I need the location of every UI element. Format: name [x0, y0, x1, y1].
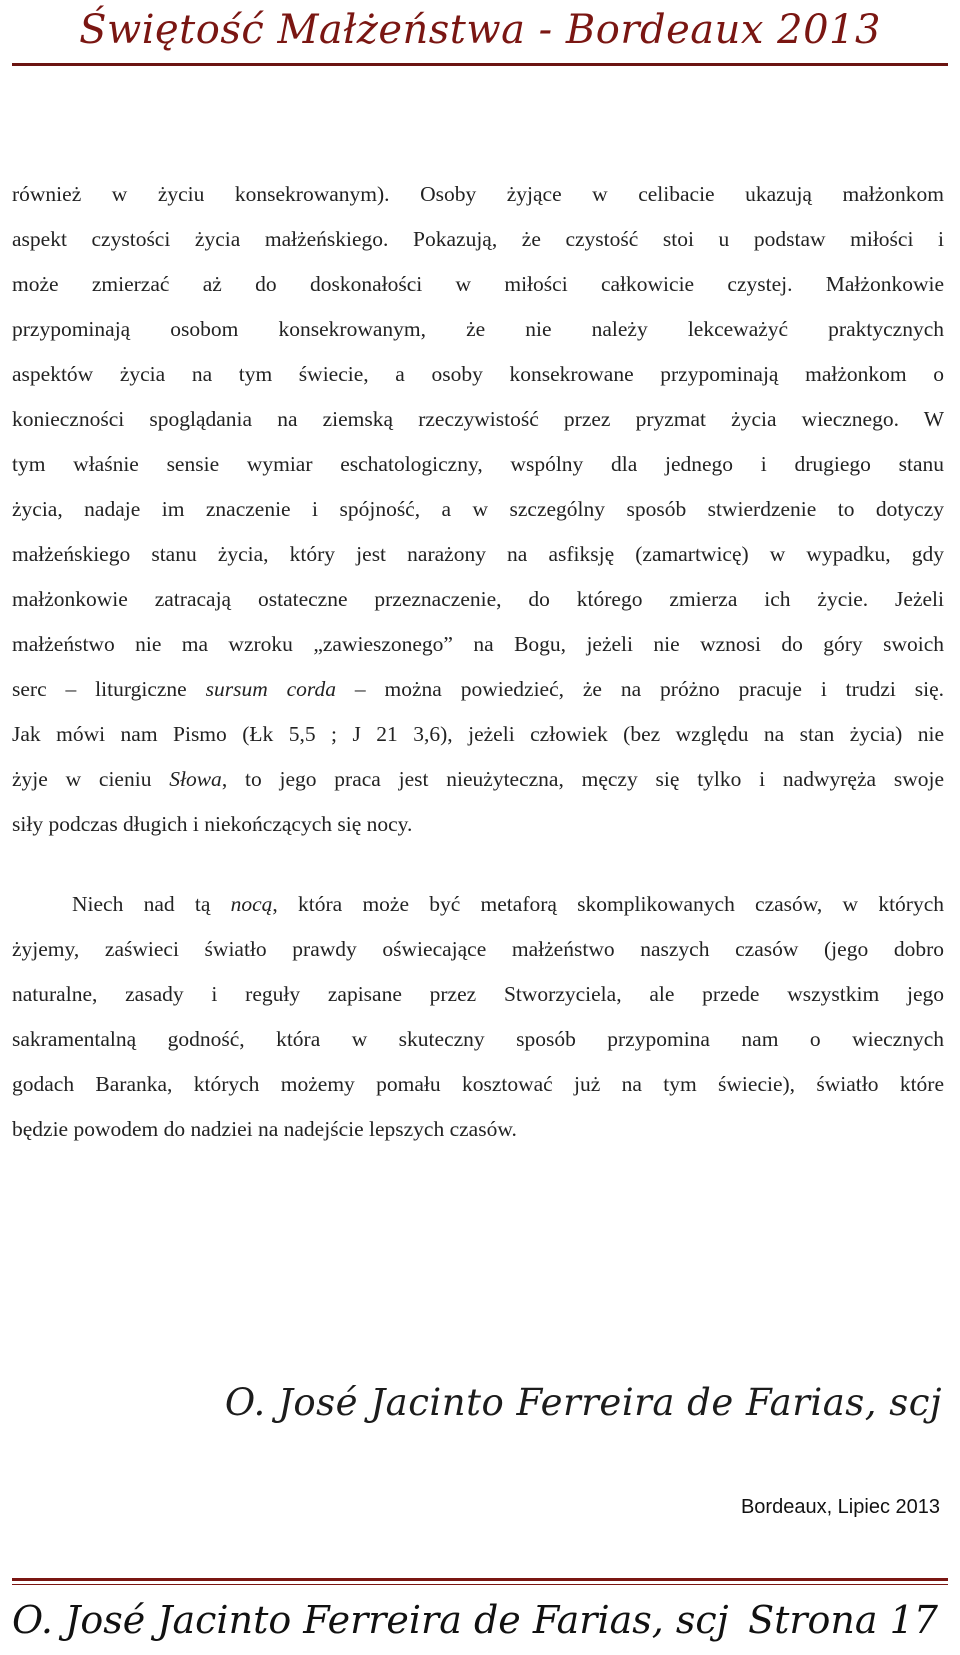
- text-line: naturalne, zasady i reguły zapisane przez Stworzyciela, ale przede wszystkim jego: [12, 982, 944, 1006]
- page-number: Strona 17: [748, 1598, 938, 1642]
- italic-word-slowa: Słowa: [169, 767, 222, 791]
- paragraph-1: [12, 172, 944, 847]
- footer-author: O. José Jacinto Ferreira de Farias, scj: [12, 1598, 729, 1642]
- text-segment: , to jego praca jest nieużyteczna, męczy się tylko i nadwyręża swoje: [221, 767, 944, 791]
- text-segment: Niech nad tą: [72, 892, 231, 916]
- place-and-date: Bordeaux, Lipiec 2013: [740, 1496, 940, 1518]
- text-line: małżeńskiego stanu życia, który jest narażony na asfiksję (zamartwicę) w wypadku, gdy: [12, 542, 944, 566]
- text-line: tym właśnie sensie wymiar eschatologiczny, wspólny dla jednego i drugiego stanu: [12, 452, 944, 476]
- text-line: aspekt czystości życia małżeńskiego. Pokazują, że czystość stoi u podstaw miłości i: [12, 227, 944, 251]
- text-line: może zmierzać aż do doskonałości w miłości całkowicie czystej. Małżonkowie: [12, 272, 944, 296]
- text-line: Jak mówi nam Pismo (Łk 5,5 ; J 21 3,6), jeżeli człowiek (bez względu na stan życia) nie: [12, 722, 944, 746]
- footer-divider-thin: [12, 1584, 948, 1585]
- page-header-title: Świętość Małżeństwa - Bordeaux 2013: [79, 7, 881, 53]
- footer-divider-thick: [12, 1578, 948, 1581]
- text-segment: , która może być metaforą skomplikowanych czasów, w których: [272, 892, 944, 916]
- text-line: [12, 882, 944, 927]
- text-segment: serc – liturgiczne: [12, 677, 206, 701]
- text-line: siły podczas długich i niekończących się nocy.: [12, 812, 413, 836]
- text-line: również w życiu konsekrowanym). Osoby żyjące w celibacie ukazują małżonkom: [12, 182, 944, 206]
- paragraph-2: [12, 882, 944, 1152]
- italic-word-noca: nocą: [230, 892, 273, 916]
- text-line: godach Baranka, których możemy pomału kosztować już na tym świecie), światło które: [12, 1072, 944, 1096]
- author-signature: O. José Jacinto Ferreira de Farias, scj: [224, 1381, 942, 1424]
- text-line: [12, 667, 944, 712]
- text-line: małżeństwo nie ma wzroku „zawieszonego” na Bogu, jeżeli nie wznosi do góry swoich: [12, 632, 944, 656]
- text-line: [12, 757, 944, 802]
- text-line: przypominają osobom konsekrowanym, że nie należy lekceważyć praktycznych: [12, 317, 944, 341]
- text-line: będzie powodem do nadziei na nadejście lepszych czasów.: [12, 1117, 517, 1141]
- text-line: sakramentalną godność, która w skuteczny sposób przypomina nam o wiecznych: [12, 1027, 944, 1051]
- text-line: aspektów życia na tym świecie, a osoby konsekrowane przypominają małżonkom o: [12, 362, 944, 386]
- text-line: życia, nadaje im znaczenie i spójność, a w szczególny sposób stwierdzenie to dotyczy: [12, 497, 944, 521]
- text-line: żyjemy, zaświeci światło prawdy oświecające małżeństwo naszych czasów (jego dobro: [12, 937, 944, 961]
- text-segment: – można powiedzieć, że na próżno pracuje i trudzi się.: [335, 677, 944, 701]
- text-segment: żyje w cieniu: [12, 767, 170, 791]
- italic-phrase-sursum-corda: sursum corda: [205, 677, 336, 701]
- text-line: konieczności spoglądania na ziemską rzeczywistość przez pryzmat życia wiecznego. W: [12, 407, 944, 431]
- header-divider: [12, 63, 948, 66]
- text-line: małżonkowie zatracają ostateczne przeznaczenie, do którego zmierza ich życie. Jeżeli: [12, 587, 944, 611]
